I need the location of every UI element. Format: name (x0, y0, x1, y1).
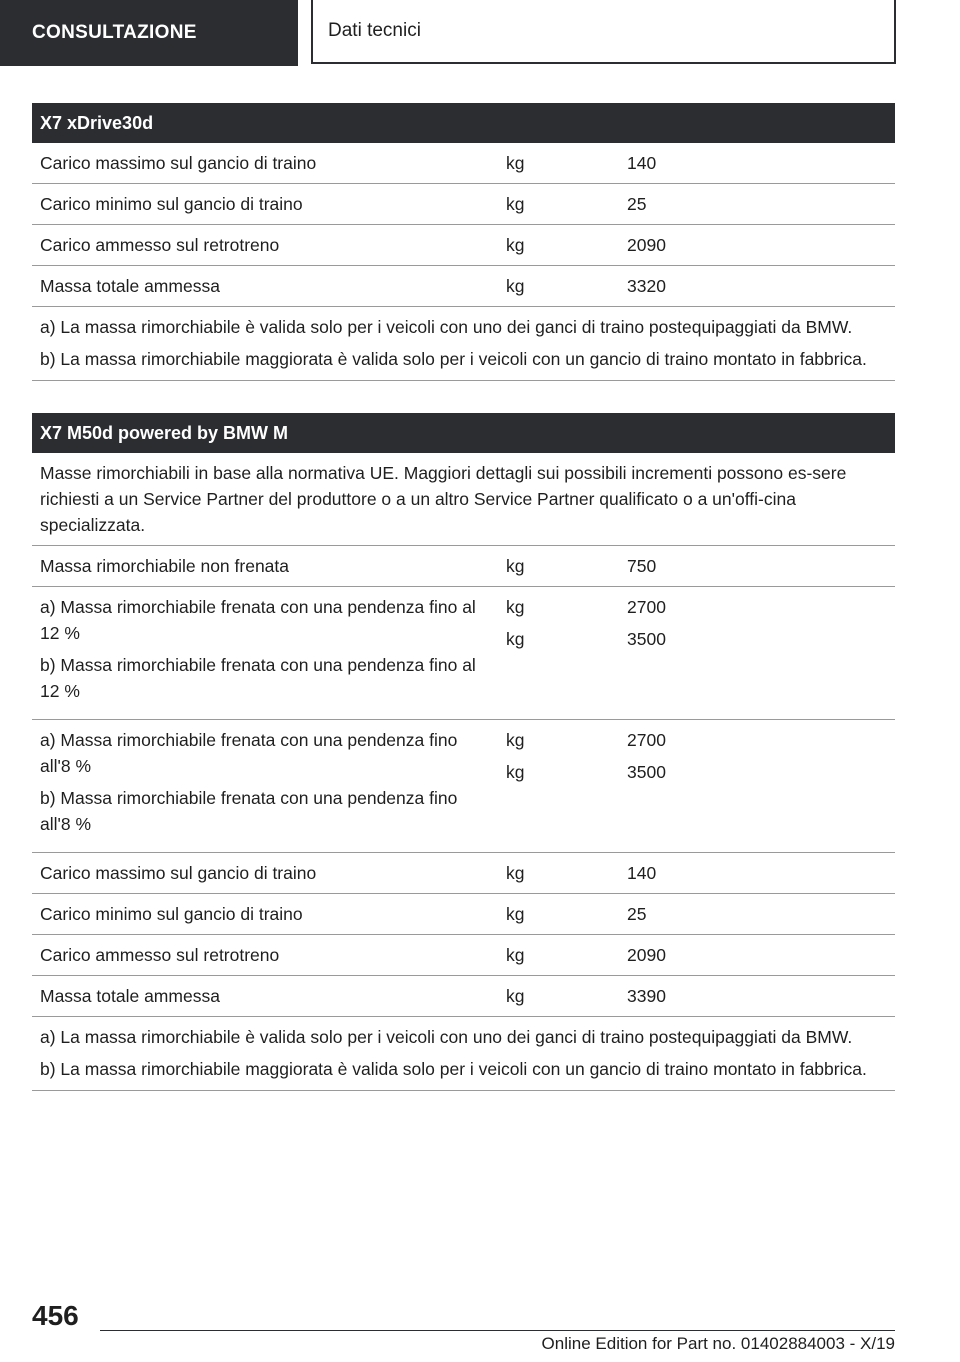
footer-divider (100, 1330, 895, 1331)
note-b: b) La massa rimorchiabile maggiorata è valida solo per i veicoli con un gancio di traino montato in fabbrica. (40, 1059, 867, 1079)
row-label-b: b) Massa rimorchiabile frenata con una pendenza fino all'8 % (40, 788, 458, 834)
row-unit-b: kg (506, 629, 525, 649)
row-label: Carico minimo sul gancio di traino (40, 904, 303, 924)
row-label: Carico minimo sul gancio di traino (40, 194, 303, 214)
row-value-a: 2700 (627, 597, 666, 617)
table-title: X7 xDrive30d (32, 103, 895, 143)
row-label: Massa totale ammessa (40, 276, 220, 296)
row-value: 25 (627, 904, 647, 924)
row-label-b: b) Massa rimorchiabile frenata con una pendenza fino al 12 % (40, 655, 476, 701)
row-unit: kg (506, 945, 525, 965)
row-unit: kg (506, 986, 525, 1006)
row-unit: kg (506, 904, 525, 924)
row-unit: kg (506, 194, 525, 214)
row-unit: kg (506, 863, 525, 883)
row-value-b: 3500 (627, 629, 666, 649)
row-label: Massa totale ammessa (40, 986, 220, 1006)
row-unit-b: kg (506, 762, 525, 782)
row-value: 2090 (627, 945, 666, 965)
row-unit-a: kg (506, 730, 525, 750)
note-a: a) La massa rimorchiabile è valida solo per i veicoli con uno dei ganci di traino postequipaggiati da BMW. (40, 1027, 853, 1047)
table-row (32, 546, 895, 587)
row-value: 750 (627, 556, 657, 576)
table-row (32, 894, 895, 935)
table-row (32, 720, 895, 853)
row-value: 2090 (627, 235, 666, 255)
table-title: X7 M50d powered by BMW M (32, 413, 895, 453)
row-label: Carico ammesso sul retrotreno (40, 235, 280, 255)
row-label: Carico ammesso sul retrotreno (40, 945, 280, 965)
row-value-a: 2700 (627, 730, 666, 750)
page-content (32, 103, 895, 1123)
footer-edition: Online Edition for Part no. 01402884003 - X/19 (541, 1334, 895, 1353)
table-intro (32, 453, 895, 546)
row-value-b: 3500 (627, 762, 666, 782)
row-value: 140 (627, 863, 657, 883)
row-label-a: a) Massa rimorchiabile frenata con una pendenza fino al 12 % (40, 597, 476, 643)
intro-text: Masse rimorchiabili in base alla normativa UE. Maggiori dettagli sui possibili incrementi possono es-sere richiesti a un Service Partner del produttore o a un altro Service Partner qualificato o a un'offi-cina specializzata. (40, 463, 847, 535)
note-a: a) La massa rimorchiabile è valida solo per i veicoli con uno dei ganci di traino postequipaggiati da BMW. (40, 317, 853, 337)
row-unit: kg (506, 235, 525, 255)
table-row (32, 225, 895, 266)
chapter-title: Dati tecnici (311, 0, 896, 64)
row-value: 25 (627, 194, 647, 214)
table-row (32, 587, 895, 720)
table-row (32, 184, 895, 225)
table-notes (32, 1017, 895, 1091)
row-unit: kg (506, 556, 525, 576)
table-row (32, 853, 895, 894)
row-label-a: a) Massa rimorchiabile frenata con una pendenza fino all'8 % (40, 730, 458, 776)
row-unit-a: kg (506, 597, 525, 617)
row-unit: kg (506, 153, 525, 173)
row-unit: kg (506, 276, 525, 296)
table-row (32, 976, 895, 1017)
row-value: 3390 (627, 986, 666, 1006)
note-b: b) La massa rimorchiabile maggiorata è valida solo per i veicoli con un gancio di traino montato in fabbrica. (40, 349, 867, 369)
row-value: 140 (627, 153, 657, 173)
section-title: CONSULTAZIONE (0, 0, 298, 66)
page-number: 456 (32, 1300, 79, 1331)
table-x7-xdrive30d (32, 103, 895, 381)
row-value: 3320 (627, 276, 666, 296)
page-header (0, 0, 960, 66)
table-notes (32, 307, 895, 381)
table-row (32, 143, 895, 184)
table-x7-m50d (32, 413, 895, 1091)
row-label: Carico massimo sul gancio di traino (40, 153, 317, 173)
row-label: Carico massimo sul gancio di traino (40, 863, 317, 883)
row-label: Massa rimorchiabile non frenata (40, 556, 290, 576)
table-row (32, 266, 895, 307)
table-row (32, 935, 895, 976)
